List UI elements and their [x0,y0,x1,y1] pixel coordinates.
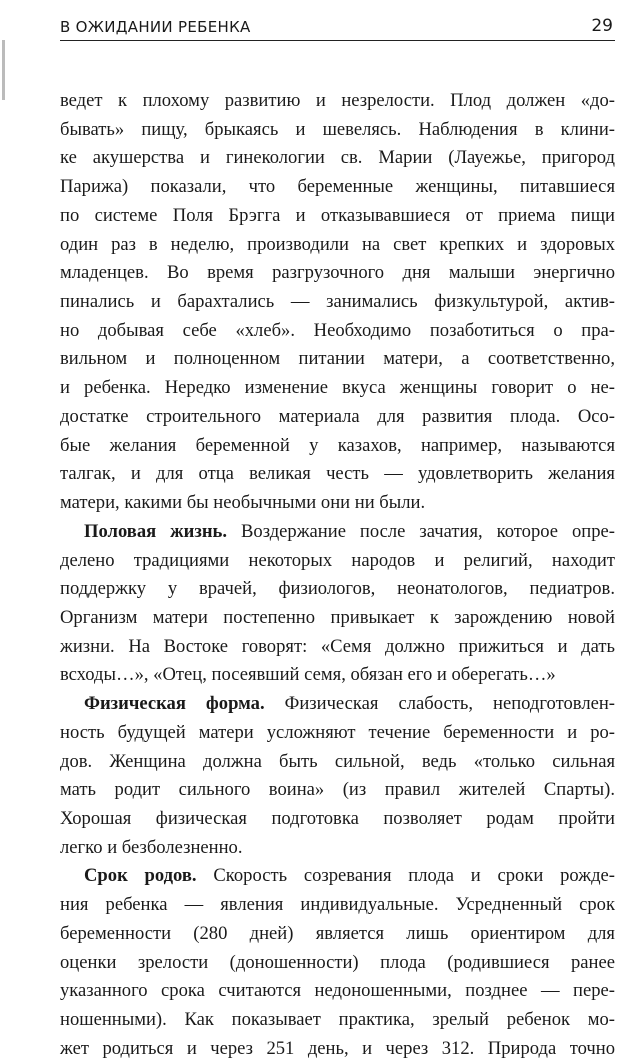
text-line: ке акушерства и гинекологии св. Марии (Лауежье, пригород [60,147,615,169]
text-line: поддержку у врачей, физиологов, неонатологов, педиатров. [60,578,615,600]
text-line: матери, какими бы необычными они ни были. [60,492,426,514]
page-edge-mark [2,40,5,100]
text-line: беременности (280 дней) является лишь ориентиром для [60,922,615,944]
text-line [60,690,615,719]
text-line: и ребенка. Нередко изменение вкуса женщины говорит о не- [60,377,615,399]
text-line: делено традициями некоторых народов и религий, находит [60,549,615,571]
text-line: всходы…», «Отец, посеявший семя, обязан его и оберегать…» [60,664,556,686]
text-line: по системе Поля Брэгга и отказывавшиеся от приема пищи [60,204,615,226]
text-fragment: Воздержание после зачатия, которое опре- [227,520,615,542]
text-line: бывать» пищу, брыкаясь и шевелясь. Наблюдения в клини- [60,118,615,140]
text-line: бые желания беременной у казахов, например, называются [60,434,615,456]
text-line: жизни. На Востоке говорят: «Семя должно прижиться и дать [60,635,615,657]
text-line: мать родит сильного воина» (из правил жителей Спарты). [60,779,615,801]
text-line: вильном и полноценном питании матери, а соответственно, [60,348,615,370]
text-line: дов. Женщина должна быть сильной, ведь «только сильная [60,750,615,772]
text-line: жет родиться и через 251 день, и через 312. Природа точно [60,1037,615,1059]
text-line: Организм матери постепенно привыкает к зарождению новой [60,606,615,628]
text-line: младенцев. Во время разгрузочного дня малыши энергично [60,262,615,284]
section-title: В ОЖИДАНИИ РЕБЕНКА [60,18,251,36]
text-line: талгак, и для отца великая честь — удовлетворить желания [60,463,615,485]
text-line [60,518,615,547]
text-line: легко и безболезненно. [60,836,243,858]
running-head [60,14,615,41]
text-line: ния ребенка — явления индивидуальные. Усредненный срок [60,894,615,916]
text-line [60,862,615,891]
paragraph-heading: Срок родов. [84,865,197,887]
paragraph-term-of-birth [60,862,615,1063]
text-line: Парижа) показали, что беременные женщины, питавшиеся [60,176,615,198]
text-line: пинались и барахтались — занимались физкультурой, актив- [60,291,615,313]
paragraph-heading: Половая жизнь. [84,520,228,542]
text-fragment: Скорость созревания плода и сроки рожде- [196,865,615,887]
text-line: ность будущей матери усложняют течение беременности и ро- [60,721,615,743]
page-number: 29 [591,16,613,36]
paragraph-nutrition [60,87,615,518]
paragraph-heading: Физическая форма. [84,693,265,715]
text-line: ношенными). Как показывает практика, зрелый ребенок мо- [60,1009,615,1030]
text-line: указанного срока считаются недоношенными, позднее — пере- [60,980,615,1002]
text-line: оценки зрелости (доношенности) плода (родившиеся ранее [60,951,615,973]
text-fragment: Физическая слабость, неподготовлен- [264,693,615,715]
paragraph-physical-form [60,690,615,862]
text-line: но добывая себе «хлеб». Необходимо позаботиться о пра- [60,319,615,341]
body-text [60,87,615,1063]
paragraph-sexual-life [60,518,615,690]
text-line: ведет к плохому развитию и незрелости. Плод должен «до- [60,90,615,111]
text-line: один раз в неделю, производили на свет крепких и здоровых [60,233,615,255]
text-line: достатке строительного материала для развития плода. Осо- [60,405,615,427]
text-line: Хорошая физическая подготовка позволяет родам пройти [60,807,615,829]
